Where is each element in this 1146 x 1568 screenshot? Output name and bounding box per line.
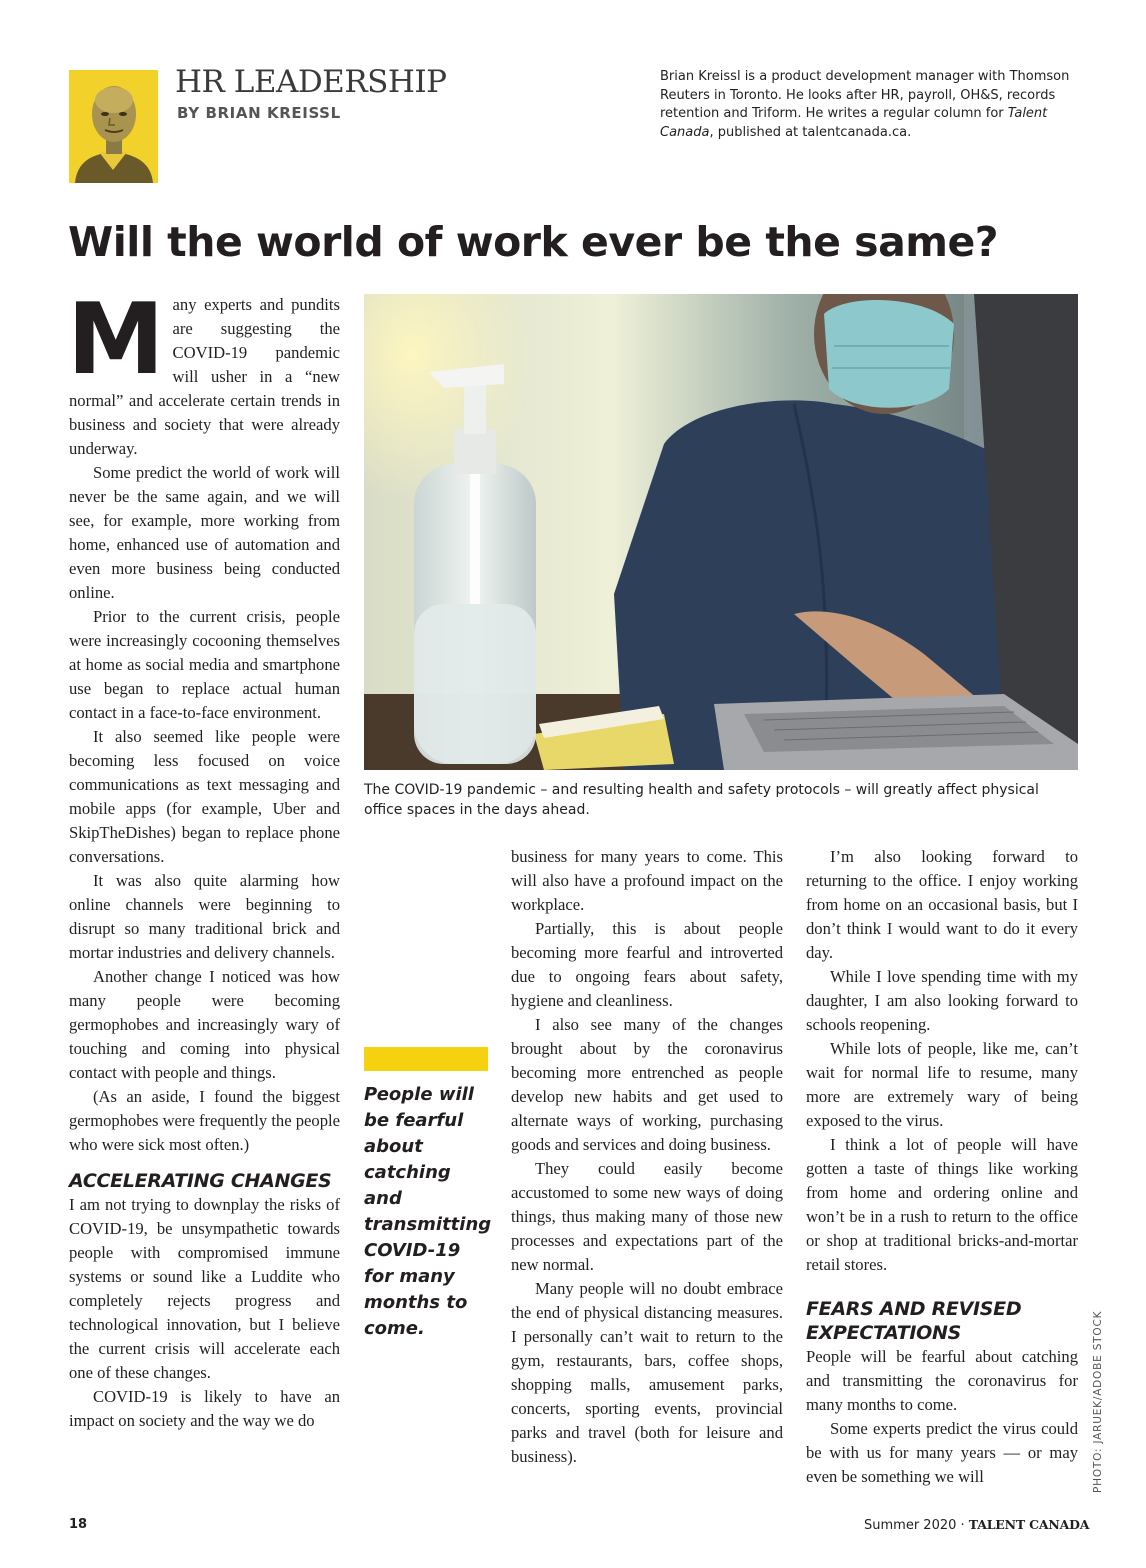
paragraph: business for many years to come. This will also have a profound impact on the workplace. xyxy=(511,847,783,914)
paragraph: Some predict the world of work will never be the same again, and we will see, for example, more working from home, enhanced use of automation and even more business being conducted online. xyxy=(69,463,340,602)
photo-caption: The COVID-19 pandemic – and resulting health and safety protocols – will greatly affect physical office spaces in the days ahead. xyxy=(364,782,1039,818)
photo-illustration xyxy=(364,294,1078,770)
paragraph: COVID-19 is likely to have an impact on society and the way we do xyxy=(69,1387,340,1430)
paragraph: While I love spending time with my daughter, I am also looking forward to schools reopening. xyxy=(806,967,1078,1034)
author-bio-publication: Talent Canada xyxy=(660,106,1048,140)
paragraph: People will be fearful about catching and transmitting the coronavirus for many months to come. xyxy=(806,1347,1078,1414)
paragraph-text: any experts and pundits are suggesting the COVID-19 pandemic will usher in a “new normal” and accelerate certain trends in business and society that were already underway. xyxy=(69,295,340,458)
subheading: FEARS AND REVISED EXPECTATIONS xyxy=(806,1298,1022,1344)
pullquote: People will be fearful about catching and transmitting COVID-19 for many months to come. xyxy=(364,1084,492,1339)
paragraph: They could easily become accustomed to some new ways of doing things, thus making many of those new processes and expectations part of the new normal. xyxy=(511,1159,783,1274)
paragraph: It also seemed like people were becoming less focused on voice communications as text messaging and mobile apps (for example, Uber and SkipTheDishes) began to replace phone conversations. xyxy=(69,727,340,866)
article-photo xyxy=(364,294,1078,770)
article-column-3 xyxy=(511,845,783,1469)
paragraph: Partially, this is about people becoming more fearful and introverted due to ongoing fears about safety, hygiene and cleanliness. xyxy=(511,919,783,1010)
pullquote-accent-bar xyxy=(364,1047,488,1071)
paragraph: Another change I noticed was how many people were becoming germophobes and increasingly wary of touching and coming into physical contact with people and things. xyxy=(69,967,340,1082)
paragraph xyxy=(67,283,340,461)
photo-credit: PHOTO: JARUEK/ADOBE STOCK xyxy=(1092,1310,1104,1493)
paragraph: I think a lot of people will have gotten a taste of things like working from home and ordering online and won’t be in a rush to return to the office or shop at traditional bricks-and-mortar retail stores. xyxy=(806,1135,1078,1274)
paragraph: (As an aside, I found the biggest germophobes were frequently the people who were sick most often.) xyxy=(69,1087,340,1154)
article-column-1 xyxy=(67,283,340,1433)
paragraph: While lots of people, like me, can’t wait for normal life to resume, many more are extremely wary of being exposed to the virus. xyxy=(806,1039,1078,1130)
author-headshot xyxy=(69,70,158,183)
author-portrait-illustration xyxy=(69,70,158,183)
magazine-name: TALENT CANADA xyxy=(968,1517,1090,1532)
paragraph: I’m also looking forward to returning to the office. I enjoy working from home on an occasional basis, but I don’t think I would want to do it every day. xyxy=(806,847,1078,962)
drop-cap: M xyxy=(67,283,165,397)
article-column-4 xyxy=(806,845,1078,1489)
paragraph: I also see many of the changes brought about by the coronavirus becoming more entrenched as people develop new habits and get used to alternate ways of working, purchasing goods and services and doing business. xyxy=(511,1015,783,1154)
issue-line xyxy=(864,1517,1089,1533)
author-bio xyxy=(660,68,1075,142)
paragraph: Some experts predict the virus could be with us for many years — or may even be something we will xyxy=(806,1419,1078,1486)
headline: Will the world of work ever be the same? xyxy=(68,218,999,266)
paragraph: Many people will no doubt embrace the end of physical distancing measures. I personally can’t wait to return to the gym, restaurants, bars, coffee shops, shopping malls, amusement parks, concerts, sporting events, provincial parks and travel (both for leisure and business). xyxy=(511,1279,783,1466)
byline: BY BRIAN KREISSL xyxy=(177,104,341,122)
column-title: HR LEADERSHIP xyxy=(175,64,447,100)
author-bio-text: Brian Kreissl is a product development manager with Thomson Reuters in Toronto. He looks after HR, payroll, OH&S, records retention and Triform. He writes a regular column for xyxy=(660,69,1070,121)
subheading: ACCELERATING CHANGES xyxy=(69,1170,332,1192)
author-bio-tail: , published at talentcanada.ca. xyxy=(709,124,912,140)
paragraph: It was also quite alarming how online channels were beginning to disrupt so many traditional brick and mortar industries and delivery channels. xyxy=(69,871,340,962)
issue-date: Summer 2020 · xyxy=(864,1518,969,1533)
page-number: 18 xyxy=(69,1517,88,1532)
paragraph: I am not trying to downplay the risks of COVID-19, be unsympathetic towards people with compromised immune systems or sound like a Luddite who completely rejects progress and technological innovation, but I believe the current crisis will accelerate each one of these changes. xyxy=(69,1195,340,1382)
paragraph: Prior to the current crisis, people were increasingly cocooning themselves at home as social media and smartphone use began to replace actual human contact in a face-to-face environment. xyxy=(69,607,340,722)
